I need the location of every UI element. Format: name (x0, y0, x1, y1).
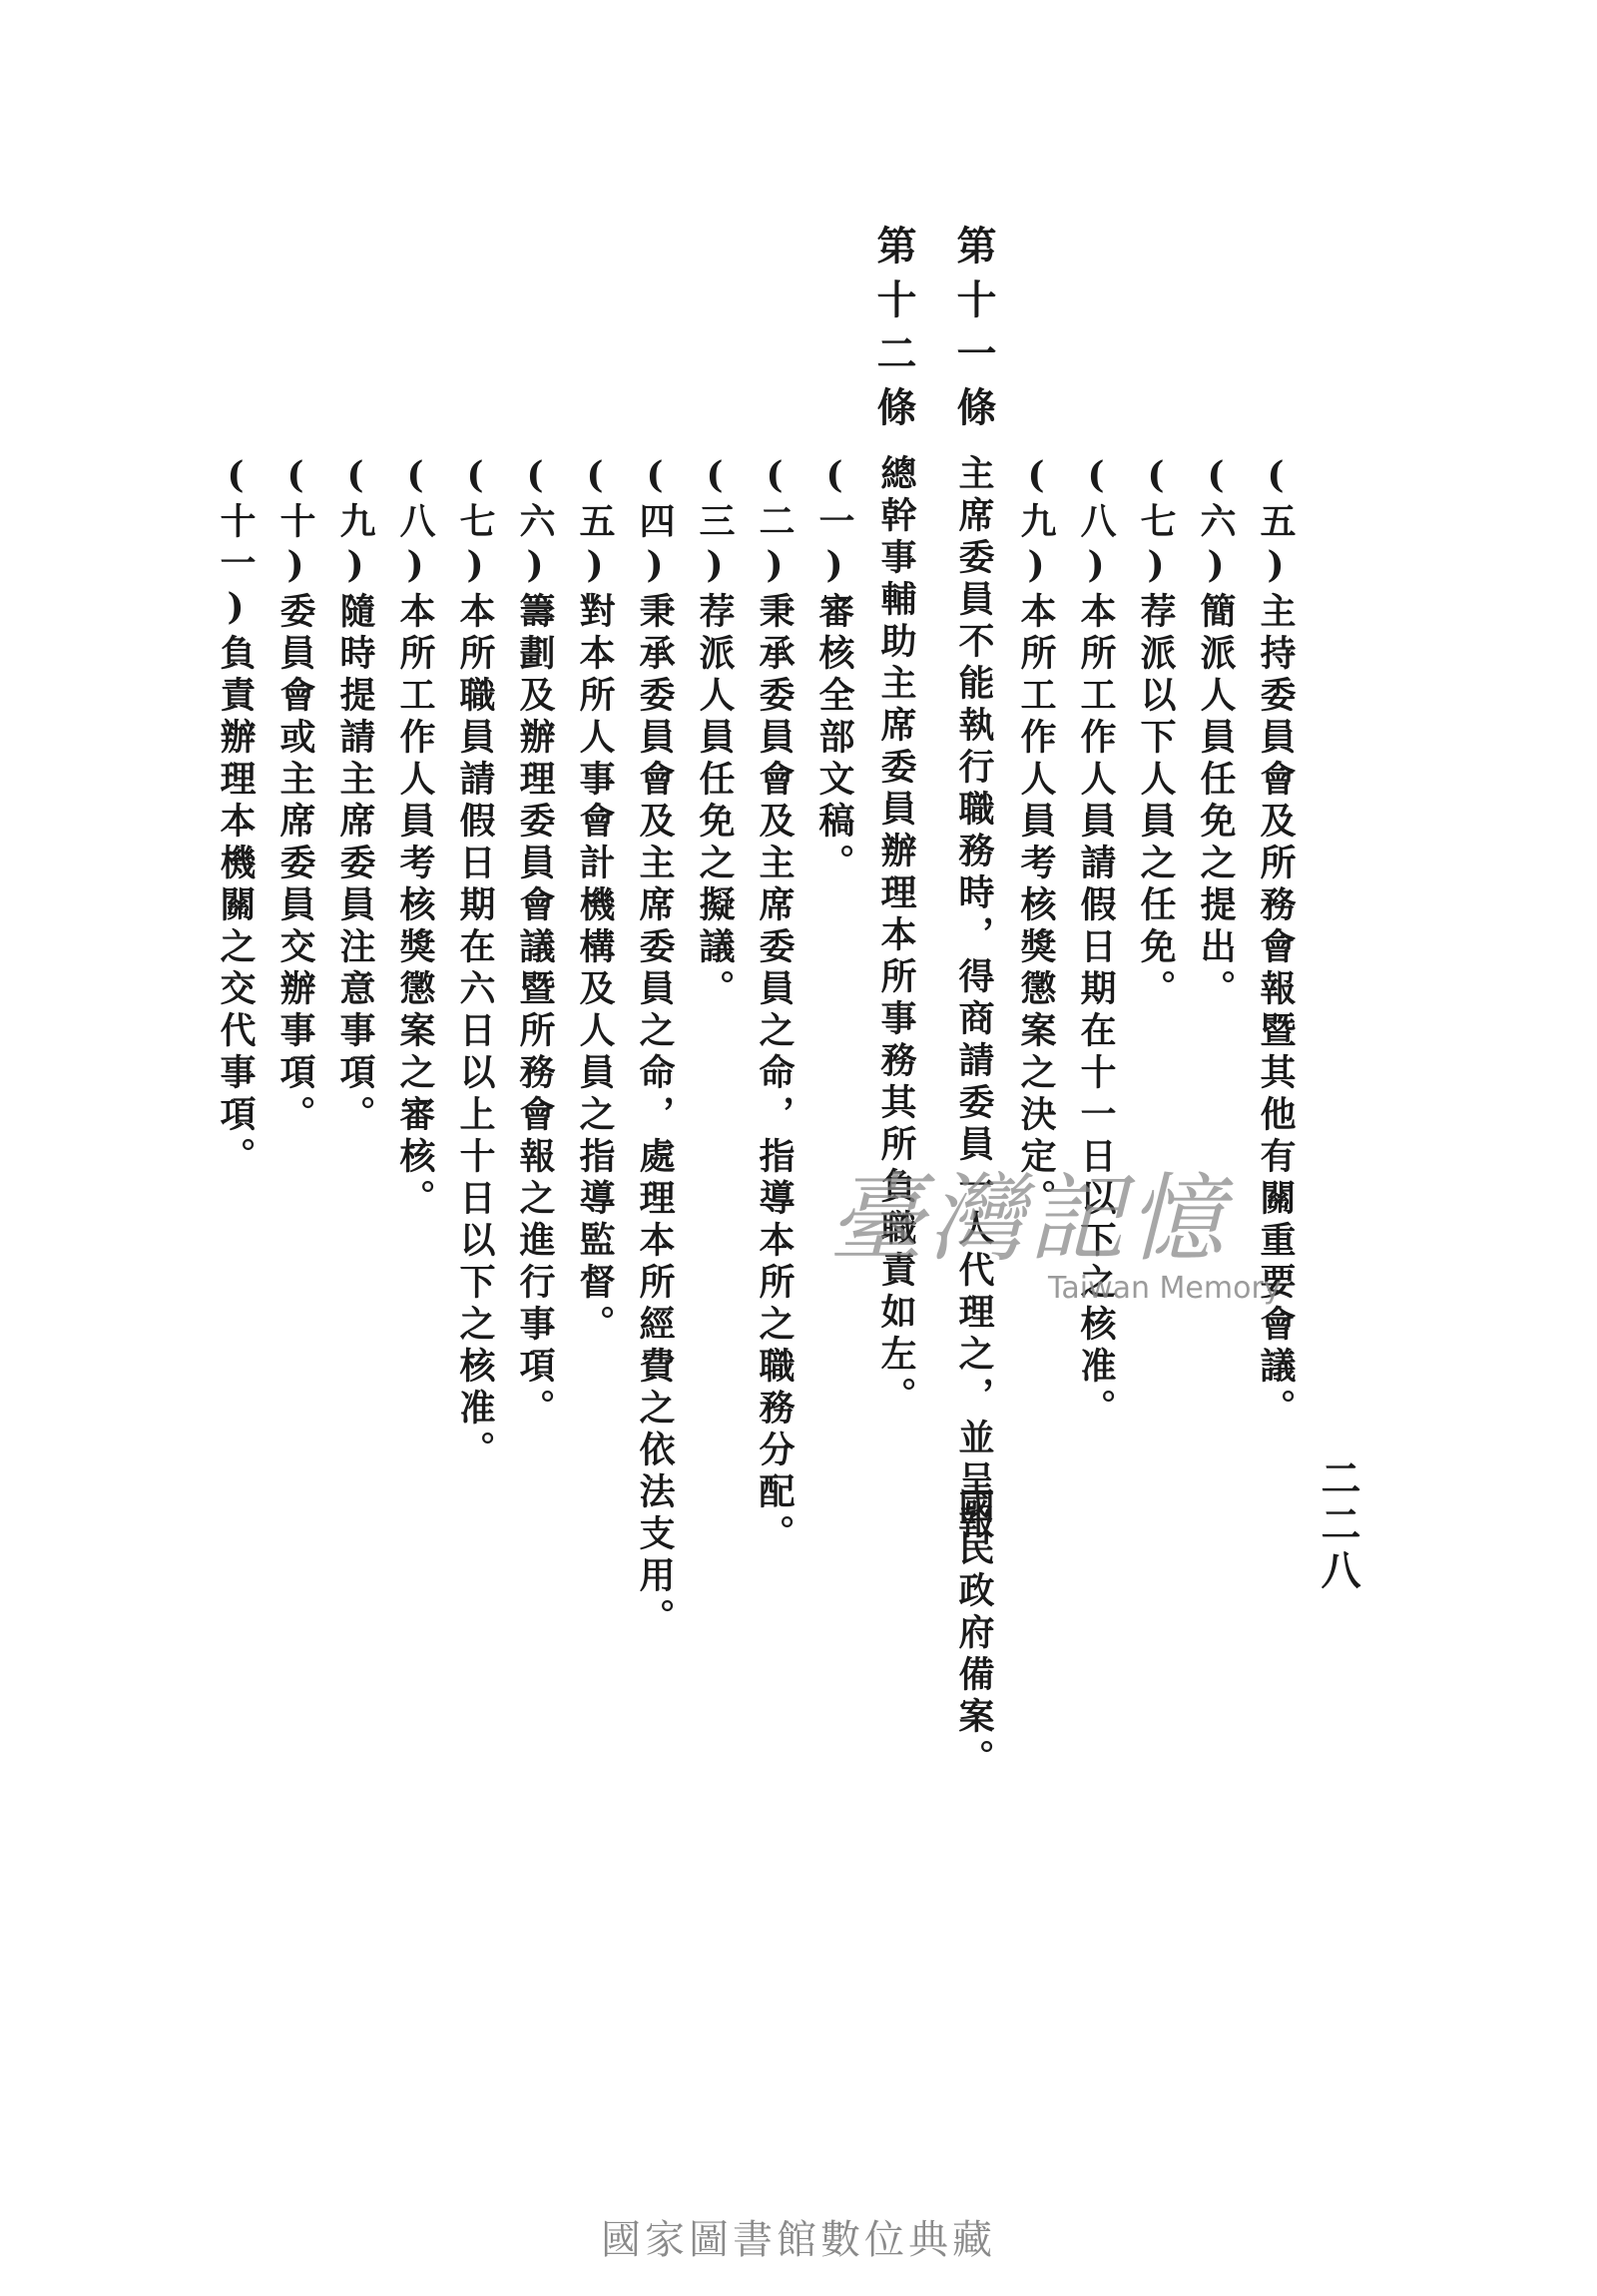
article-12-intro: 總幹事輔助主席委員辦理本所事務其所負職責如左。 (875, 454, 917, 1419)
watermark-chinese-text: 臺灣記憶 (828, 1163, 1228, 1275)
article-12-item: (五)對本所人事會計機構及人員之指導監督。 (574, 454, 616, 1347)
article-12-item: (九)隨時提請主席委員注意事項。 (334, 454, 376, 1137)
previous-item: (八)本所工作人員請假日期在十一日以下之核准。 (1075, 454, 1117, 1431)
article-12-item: (十)委員會或主席委員交辦事項。 (274, 454, 316, 1137)
previous-item: (九)本所工作人員考核獎懲案之決定。 (1015, 454, 1057, 1221)
article-12-item: (四)秉承委員會及主席委員之命，處理本所經費之依法支用。 (634, 454, 676, 1640)
article-12-item: (七)本所職員請假日期在六日以上十日以下之核准。 (454, 454, 496, 1472)
previous-item: (五)主持委員會及所務會報暨其他有關重要會議。 (1255, 454, 1297, 1431)
article-12-item: (六)籌劃及辦理委員會議暨所務會報之進行事項。 (514, 454, 556, 1431)
watermark-english-text: Taiwan Memory (1048, 1271, 1282, 1306)
page-number: 二二八 (1315, 1457, 1361, 1595)
article-11-line: 國民政府備案。 (953, 1487, 995, 1781)
watermark-logo (828, 1143, 1288, 1313)
article-11-heading: 第十一條 (950, 225, 997, 440)
article-12-item: (一)審核全部文稿。 (813, 454, 855, 885)
previous-item: (七)荐派以下人員之任免。 (1135, 454, 1177, 1011)
previous-item: (六)簡派人員任免之提出。 (1195, 454, 1237, 1011)
article-12-item: (三)荐派人員任免之擬議。 (694, 454, 736, 1011)
article-11-line: 主席委員不能執行職務時，得商請委員一人代理之，並呈報 (953, 454, 995, 1544)
article-12-heading: 第十二條 (870, 225, 917, 440)
article-12-item: (二)秉承委員會及主席委員之命，指導本所之職務分配。 (754, 454, 796, 1556)
footer-credit: 國家圖書館數位典藏 (601, 2217, 996, 2263)
article-12-item: (八)本所工作人員考核獎懲案之審核。 (394, 454, 436, 1221)
article-12-item: (十一)負責辦理本機關之交代事項。 (215, 454, 257, 1179)
